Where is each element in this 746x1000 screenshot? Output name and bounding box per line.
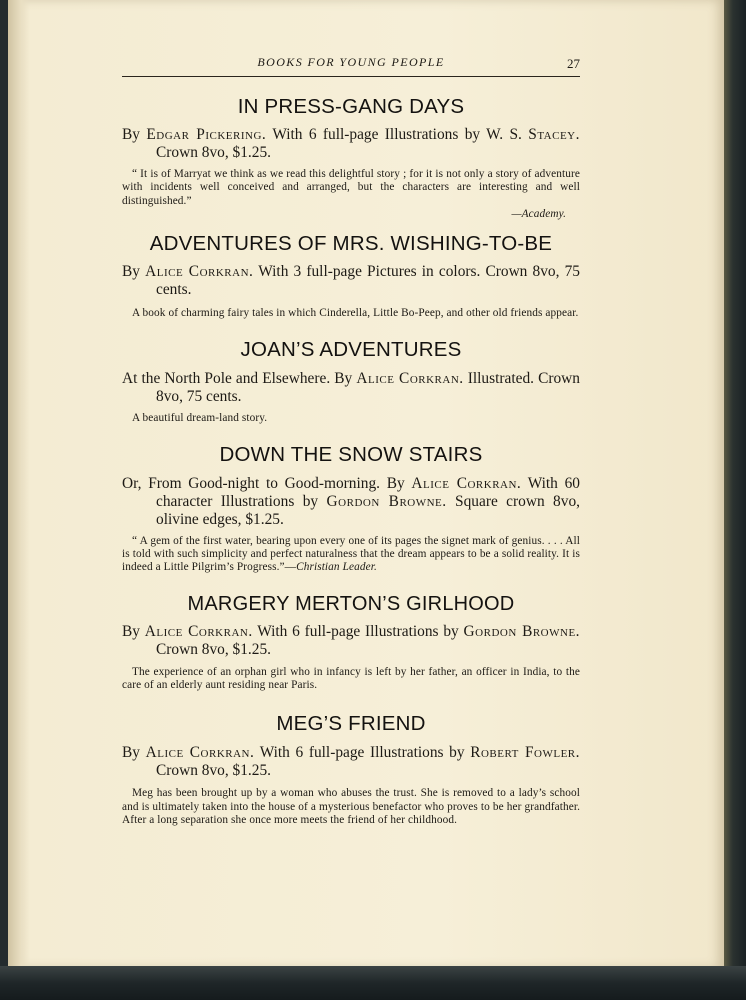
book-entry [122,338,580,425]
book-title: MARGERY MERTON’S GIRLHOOD [187,592,515,615]
book-blurb: A book of charming fairy tales in which Cinderella, Little Bo-Peep, and other old friends appear. [132,307,579,320]
book-description [122,263,580,299]
desc-text: With 60 character Illustrations by [156,474,580,510]
book-title: JOAN’S ADVENTURES [240,338,462,362]
desc-text: By [122,744,140,762]
page-content [122,52,580,827]
book-blurb: A beautiful dream-land story. [132,412,268,425]
desc-text: With 6 full-page Illustrations by [254,744,465,762]
book-edge-bottom [0,966,746,1000]
book-blurb [122,168,580,221]
book-description [122,744,580,780]
desc-text: With 3 full-page Pictures in colors. Crown 8vo, 75 cents. [156,263,580,299]
desc-text: By [122,263,140,281]
running-title: BOOKS FOR YOUNG PEOPLE [257,55,445,69]
book-blurb [122,535,580,575]
book-description [122,623,580,659]
desc-text: Crown 8vo, $1.25. [156,762,272,780]
page-number: 27 [567,56,580,71]
desc-text: With 6 full-page Illustrations by W. S. [266,126,522,143]
book-edge-right [724,0,746,1000]
book-blurb: The experience of an orphan girl who in infancy is left by her father, an officer in India, to the care of an elderly aunt residing near Paris. [122,665,580,691]
blurb-citation: —Academy. [511,207,566,220]
book-description [122,126,580,162]
book-entry [122,592,580,693]
page-gutter [8,0,30,968]
book-description [122,370,580,406]
blurb-text: “ A gem of the first water, bearing upon every one of its pages the signet mark of genius. . . . All is told with such simplicity and perfect naturalness that the dream appears to be a solid reality. It is indeed a Little Pilgrim’s Progress.”— [122,534,580,574]
author-name: Edgar Pickering. [146,126,267,143]
desc-text: At the North Pole and Elsewhere. By [122,370,353,388]
illustrator-name: Gordon Browne. [326,492,447,510]
author-name: Alice Corkran. [145,744,255,762]
running-head [122,52,580,77]
desc-text: By [122,126,140,143]
author-name: Alice Corkran. [144,622,253,640]
illustrator-name: Gordon Browne. [463,622,581,640]
author-name: Alice Corkran. [411,474,522,492]
desc-text: Crown 8vo, $1.25. [156,144,272,161]
illustrator-name: Robert Fowler. [470,744,580,762]
desc-text: By [122,622,140,640]
book-title: ADVENTURES OF MRS. WISHING-TO-BE [149,232,553,256]
desc-text: Or, From Good-night to Good-morning. By [122,474,405,492]
book-description [122,475,580,529]
author-name: Alice Corkran. [356,370,464,388]
book-entry [122,232,580,320]
book-title: DOWN THE SNOW STAIRS [219,442,483,466]
book-entry [122,443,580,575]
desc-text: Illustrated. Crown 8vo, 75 cents. [156,370,580,406]
desc-text: Crown 8vo, $1.25. [156,640,272,658]
author-name: Alice Corkran. [145,263,254,281]
book-blurb: Meg has been brought up by a woman who abuses the trust. She is removed to a lady’s school and is ultimately taken into the house of a mysterious benefactor who proves to be her grandfather. After a long separation she once more meets the friend of her childhood. [122,787,580,826]
book-title: MEG’S FRIEND [276,712,426,736]
book-entry [122,95,580,221]
book-title: IN PRESS-GANG DAYS [237,95,465,118]
illustrator-name: Stacey. [528,126,580,143]
blurb-text: “ It is of Marryat we think as we read this delightful story ; for it is not only a story of adventure with incidents well conceived and arranged, but the characters are interesting and well distinguished.” [122,168,580,207]
desc-text: Square crown 8vo, olivine edges, $1.25. [156,492,580,528]
book-entry [122,712,580,827]
blurb-citation: Christian Leader. [296,561,377,574]
desc-text: With 6 full-page Illustrations by [252,622,459,640]
